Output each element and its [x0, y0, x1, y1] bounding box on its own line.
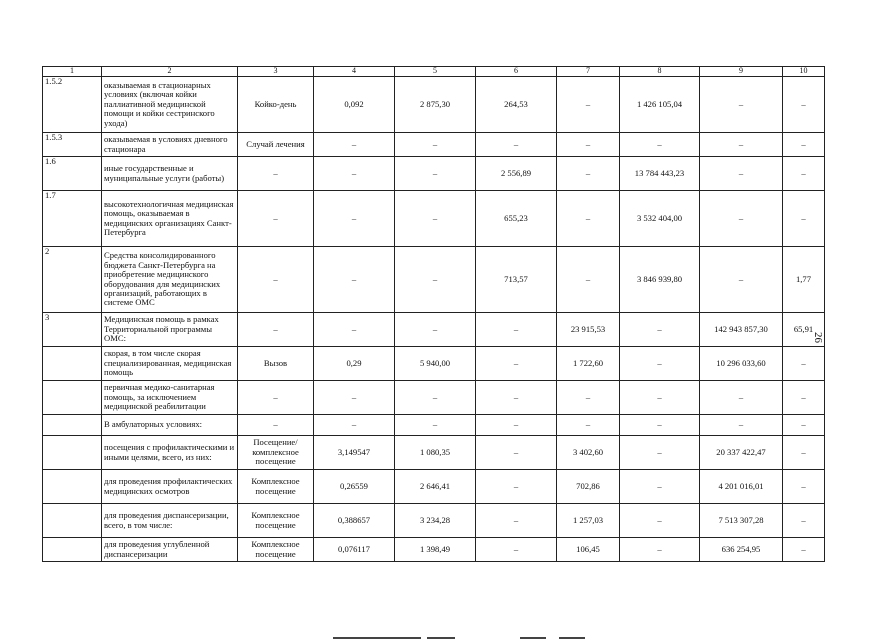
cell-col7: – [557, 133, 620, 157]
cell-col8: 13 784 443,23 [620, 157, 700, 191]
cell-col8: – [620, 415, 700, 436]
cell-col7: 106,45 [557, 538, 620, 562]
cell-col5: 3 234,28 [395, 504, 476, 538]
row-number: 1.5.2 [43, 77, 102, 133]
cell-col7: – [557, 157, 620, 191]
row-unit: Койко-день [238, 77, 314, 133]
column-header: 9 [700, 67, 783, 77]
row-number: 3 [43, 313, 102, 347]
table-row [43, 191, 825, 247]
cell-col5: – [395, 157, 476, 191]
row-unit: Комплексное посещение [238, 538, 314, 562]
cell-col9: 142 943 857,30 [700, 313, 783, 347]
cell-col8: 1 426 105,04 [620, 77, 700, 133]
cell-col6: – [476, 415, 557, 436]
cell-col10: – [783, 415, 825, 436]
cell-col9: – [700, 157, 783, 191]
cell-col6: – [476, 381, 557, 415]
cell-col5: – [395, 415, 476, 436]
cell-col9: – [700, 191, 783, 247]
cell-col5: – [395, 133, 476, 157]
column-header: 3 [238, 67, 314, 77]
table-body [43, 77, 825, 562]
row-name: оказываемая в стационарных условиях (включая койки паллиативной медицинской помощи и койки сестринского ухода) [102, 77, 238, 133]
footer-rule [559, 637, 585, 639]
cell-col4: 0,388657 [314, 504, 395, 538]
cell-col10: – [783, 436, 825, 470]
column-header: 7 [557, 67, 620, 77]
row-unit: – [238, 247, 314, 313]
cell-col4: 3,149547 [314, 436, 395, 470]
cell-col8: 3 532 404,00 [620, 191, 700, 247]
cell-col6: 713,57 [476, 247, 557, 313]
row-unit: – [238, 313, 314, 347]
cell-col4: 0,092 [314, 77, 395, 133]
row-number [43, 347, 102, 381]
cell-col9: – [700, 77, 783, 133]
cell-col4: 0,26559 [314, 470, 395, 504]
cell-col8: – [620, 347, 700, 381]
cell-col9: 10 296 033,60 [700, 347, 783, 381]
table-row [43, 157, 825, 191]
cell-col8: – [620, 381, 700, 415]
cell-col5: 2 875,30 [395, 77, 476, 133]
cell-col4: – [314, 191, 395, 247]
column-header: 1 [43, 67, 102, 77]
cell-col7: – [557, 191, 620, 247]
cell-col5: – [395, 381, 476, 415]
cell-col10: – [783, 381, 825, 415]
cell-col10: – [783, 191, 825, 247]
row-name: для проведения профилактических медицинских осмотров [102, 470, 238, 504]
row-unit: Вызов [238, 347, 314, 381]
column-header: 5 [395, 67, 476, 77]
cell-col6: – [476, 538, 557, 562]
cell-col8: 3 846 939,80 [620, 247, 700, 313]
cell-col8: – [620, 313, 700, 347]
cell-col10: 65,91 [783, 313, 825, 347]
cell-col5: 1 398,49 [395, 538, 476, 562]
cell-col8: – [620, 538, 700, 562]
row-number [43, 415, 102, 436]
row-name: оказываемая в условиях дневного стационара [102, 133, 238, 157]
column-header: 4 [314, 67, 395, 77]
footer-rule [427, 637, 455, 639]
cell-col5: – [395, 247, 476, 313]
row-unit: Комплексное посещение [238, 470, 314, 504]
cell-col6: – [476, 313, 557, 347]
cell-col10: 1,77 [783, 247, 825, 313]
column-header: 2 [102, 67, 238, 77]
row-unit: Посещение/ комплексное посещение [238, 436, 314, 470]
table-row [43, 504, 825, 538]
cell-col5: – [395, 313, 476, 347]
cell-col10: – [783, 470, 825, 504]
cell-col5: 1 080,35 [395, 436, 476, 470]
row-number: 1.5.3 [43, 133, 102, 157]
row-unit: – [238, 415, 314, 436]
cell-col5: 2 646,41 [395, 470, 476, 504]
table-row [43, 77, 825, 133]
cell-col6: 655,23 [476, 191, 557, 247]
cell-col9: 4 201 016,01 [700, 470, 783, 504]
table-row [43, 381, 825, 415]
row-name: В амбулаторных условиях: [102, 415, 238, 436]
cell-col9: – [700, 247, 783, 313]
cell-col7: 3 402,60 [557, 436, 620, 470]
cell-col10: – [783, 504, 825, 538]
row-number: 1.6 [43, 157, 102, 191]
cell-col4: 0,29 [314, 347, 395, 381]
cell-col6: 264,53 [476, 77, 557, 133]
cell-col8: – [620, 470, 700, 504]
table-row [43, 313, 825, 347]
cell-col6: – [476, 133, 557, 157]
cell-col6: – [476, 504, 557, 538]
cell-col7: – [557, 381, 620, 415]
cell-col9: – [700, 133, 783, 157]
cell-col7: 23 915,53 [557, 313, 620, 347]
footer-rule [520, 637, 546, 639]
table-row [43, 247, 825, 313]
cell-col6: – [476, 436, 557, 470]
page-number: 26 [812, 332, 824, 343]
row-number [43, 538, 102, 562]
column-header: 6 [476, 67, 557, 77]
cell-col7: – [557, 415, 620, 436]
row-name: посещения с профилактическими и иными целями, всего, из них: [102, 436, 238, 470]
footer-rule [333, 637, 421, 639]
cell-col10: – [783, 77, 825, 133]
row-number [43, 436, 102, 470]
cell-col10: – [783, 157, 825, 191]
cell-col4: – [314, 157, 395, 191]
cell-col10: – [783, 347, 825, 381]
table-row [43, 415, 825, 436]
table-row [43, 347, 825, 381]
row-name: для проведения диспансеризации, всего, в том числе: [102, 504, 238, 538]
row-number: 1.7 [43, 191, 102, 247]
cell-col6: – [476, 470, 557, 504]
cell-col5: 5 940,00 [395, 347, 476, 381]
row-name: для проведения углубленной диспансеризации [102, 538, 238, 562]
row-number [43, 381, 102, 415]
row-unit: – [238, 157, 314, 191]
cell-col9: 636 254,95 [700, 538, 783, 562]
cell-col7: – [557, 77, 620, 133]
column-header: 10 [783, 67, 825, 77]
row-number [43, 470, 102, 504]
row-unit: – [238, 381, 314, 415]
cell-col4: – [314, 381, 395, 415]
table-row [43, 436, 825, 470]
row-name: иные государственные и муниципальные услуги (работы) [102, 157, 238, 191]
row-name: Средства консолидированного бюджета Санкт-Петербурга на приобретение медицинского оборудования для медицинских организаций, работающих в системе ОМС [102, 247, 238, 313]
cell-col7: 1 722,60 [557, 347, 620, 381]
cell-col4: – [314, 415, 395, 436]
row-number: 2 [43, 247, 102, 313]
cell-col6: – [476, 347, 557, 381]
cell-col7: – [557, 247, 620, 313]
table-row [43, 538, 825, 562]
cell-col4: 0,076117 [314, 538, 395, 562]
table-row [43, 133, 825, 157]
cell-col9: – [700, 381, 783, 415]
cell-col9: – [700, 415, 783, 436]
budget-table [42, 66, 825, 562]
cell-col10: – [783, 538, 825, 562]
row-name: высокотехнологичная медицинская помощь, оказываемая в медицинских организациях Санкт-Петербурга [102, 191, 238, 247]
table-row [43, 470, 825, 504]
row-unit: – [238, 191, 314, 247]
cell-col7: 702,86 [557, 470, 620, 504]
cell-col9: 20 337 422,47 [700, 436, 783, 470]
row-name: скорая, в том числе скорая специализированная, медицинская помощь [102, 347, 238, 381]
cell-col6: 2 556,89 [476, 157, 557, 191]
cell-col8: – [620, 504, 700, 538]
row-unit: Комплексное посещение [238, 504, 314, 538]
cell-col4: – [314, 247, 395, 313]
cell-col4: – [314, 133, 395, 157]
column-header: 8 [620, 67, 700, 77]
cell-col10: – [783, 133, 825, 157]
column-number-row [43, 67, 825, 77]
cell-col7: 1 257,03 [557, 504, 620, 538]
cell-col5: – [395, 191, 476, 247]
row-name: первичная медико-санитарная помощь, за исключением медицинской реабилитации [102, 381, 238, 415]
row-number [43, 504, 102, 538]
cell-col9: 7 513 307,28 [700, 504, 783, 538]
cell-col8: – [620, 436, 700, 470]
cell-col8: – [620, 133, 700, 157]
row-unit: Случай лечения [238, 133, 314, 157]
row-name: Медицинская помощь в рамках Территориальной программы ОМС: [102, 313, 238, 347]
cell-col4: – [314, 313, 395, 347]
